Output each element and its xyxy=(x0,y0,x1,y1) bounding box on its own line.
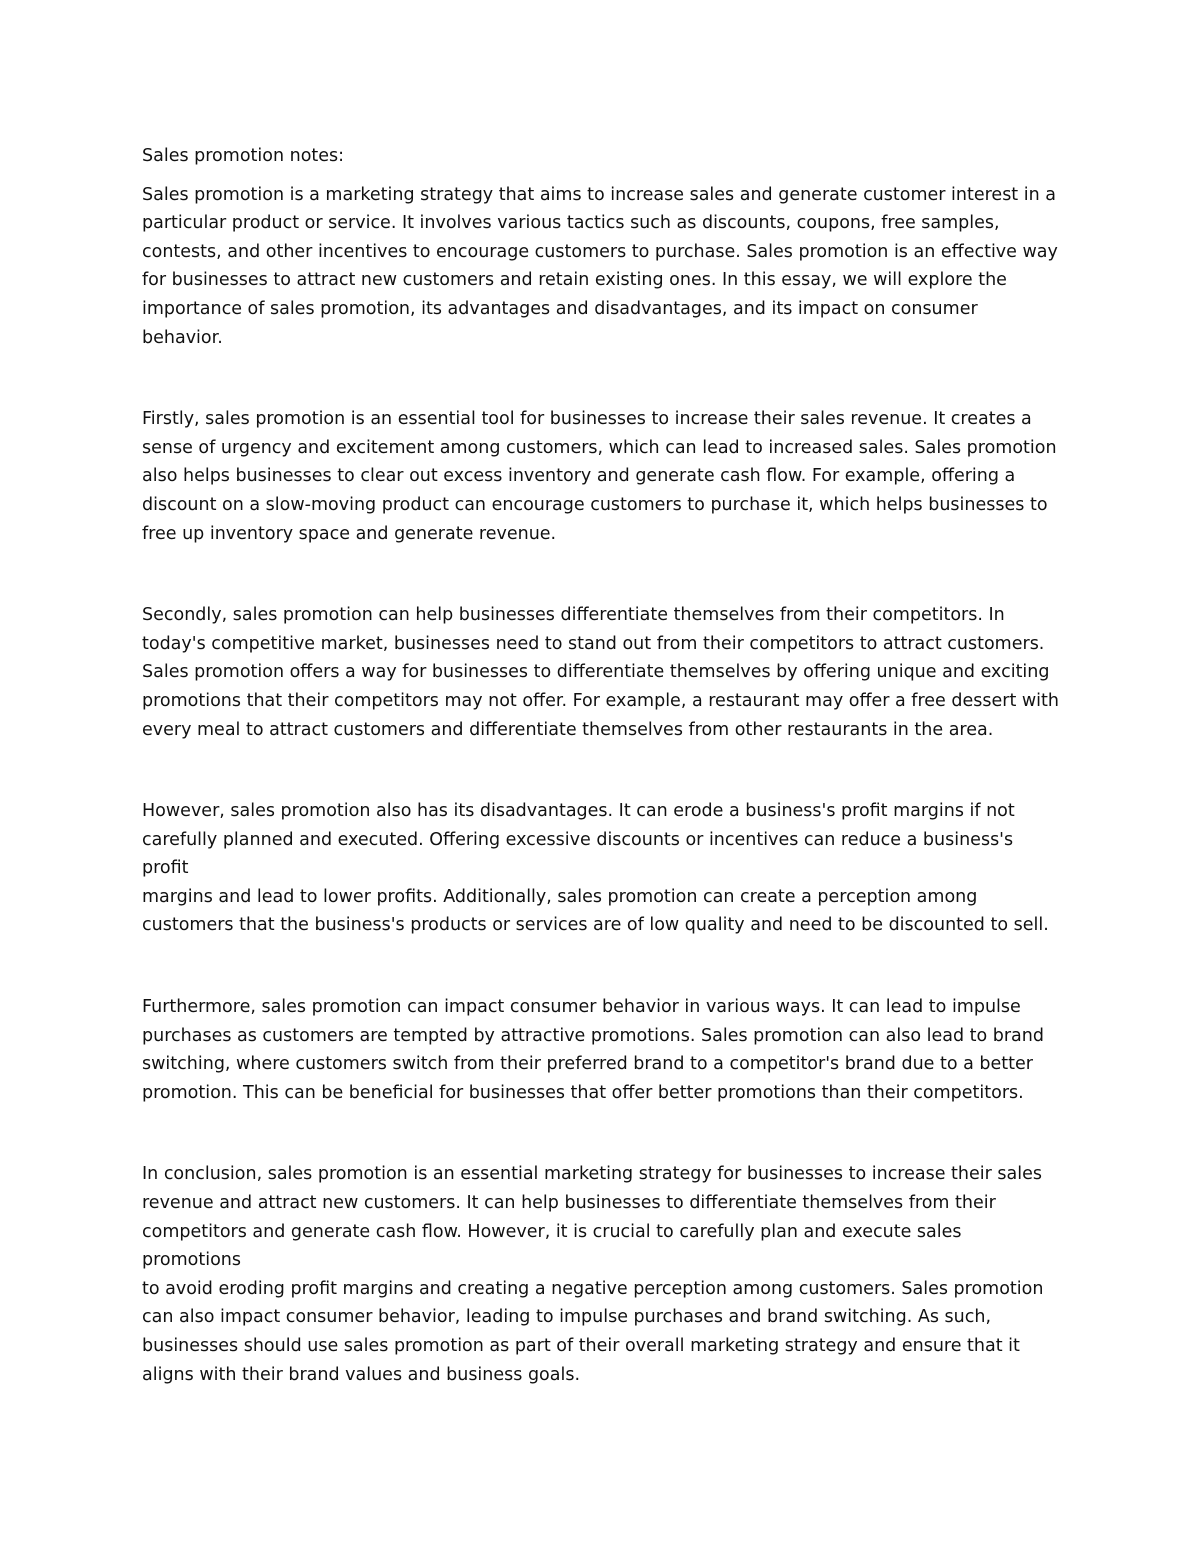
paragraph-spacer xyxy=(142,1107,1062,1160)
paragraph-secondly: Secondly, sales promotion can help businesses differentiate themselves from their competitors. In today's competitive market, businesses need to stand out from their competitors to attract customers. Sales promotion offers a way for businesses to differentiate themselves by offering unique and exciting promotions that their competitors may not offer. For example, a restaurant may offer a free dessert with every meal to attract customers and differentiate themselves from other restaurants in the area. xyxy=(142,605,1059,740)
paragraph-consumer-behavior: Furthermore, sales promotion can impact consumer behavior in various ways. It can lead to impulse purchases as customers are tempted by attractive promotions. Sales promotion can also lead to brand switching, where customers switch from their preferred brand to a competitor's brand due to a better promotion. This can be beneficial for businesses that offer better promotions than their competitors. xyxy=(142,997,1044,1103)
paragraph-spacer xyxy=(142,352,1062,405)
paragraph-spacer xyxy=(142,548,1062,601)
paragraph-disadvantages: However, sales promotion also has its disadvantages. It can erode a business's profit margins if not carefully planned and executed. Offering excessive discounts or incentives can reduce a business's profit margins and lead to lower profits. Additionally, sales promotion can create a perception among customers that the business's products or services are of low quality and need to be discounted to sell. xyxy=(142,801,1049,936)
paragraph-firstly: Firstly, sales promotion is an essential tool for businesses to increase their sales revenue. It creates a sense of urgency and excitement among customers, which can lead to increased sales. Sales promotion also helps businesses to clear out excess inventory and generate cash flow. For example, offering a discount on a slow-moving product can encourage customers to purchase it, which helps businesses to free up inventory space and generate revenue. xyxy=(142,409,1057,544)
paragraph-conclusion: In conclusion, sales promotion is an essential marketing strategy for businesses to increase their sales revenue and attract new customers. It can help businesses to differentiate themselves from their competitors and generate cash flow. However, it is crucial to carefully plan and execute sales promotions to avoid eroding profit margins and creating a negative perception among customers. Sales promotion can also impact consumer behavior, leading to impulse purchases and brand switching. As such, businesses should use sales promotion as part of their overall marketing strategy and ensure that it aligns with their brand values and business goals. xyxy=(142,1164,1044,1385)
paragraph-introduction: Sales promotion is a marketing strategy that aims to increase sales and generate customer interest in a particular product or service. It involves various tactics such as discounts, coupons, free samples, contests, and other incentives to encourage customers to purchase. Sales promotion is an effective way for businesses to attract new customers and retain existing ones. In this essay, we will explore the importance of sales promotion, its advantages and disadvantages, and its impact on consumer behavior. xyxy=(142,184,1058,348)
document-title: Sales promotion notes: xyxy=(142,146,345,166)
document-body xyxy=(142,142,1062,1389)
paragraph-spacer xyxy=(142,744,1062,797)
paragraph-spacer xyxy=(142,940,1062,993)
